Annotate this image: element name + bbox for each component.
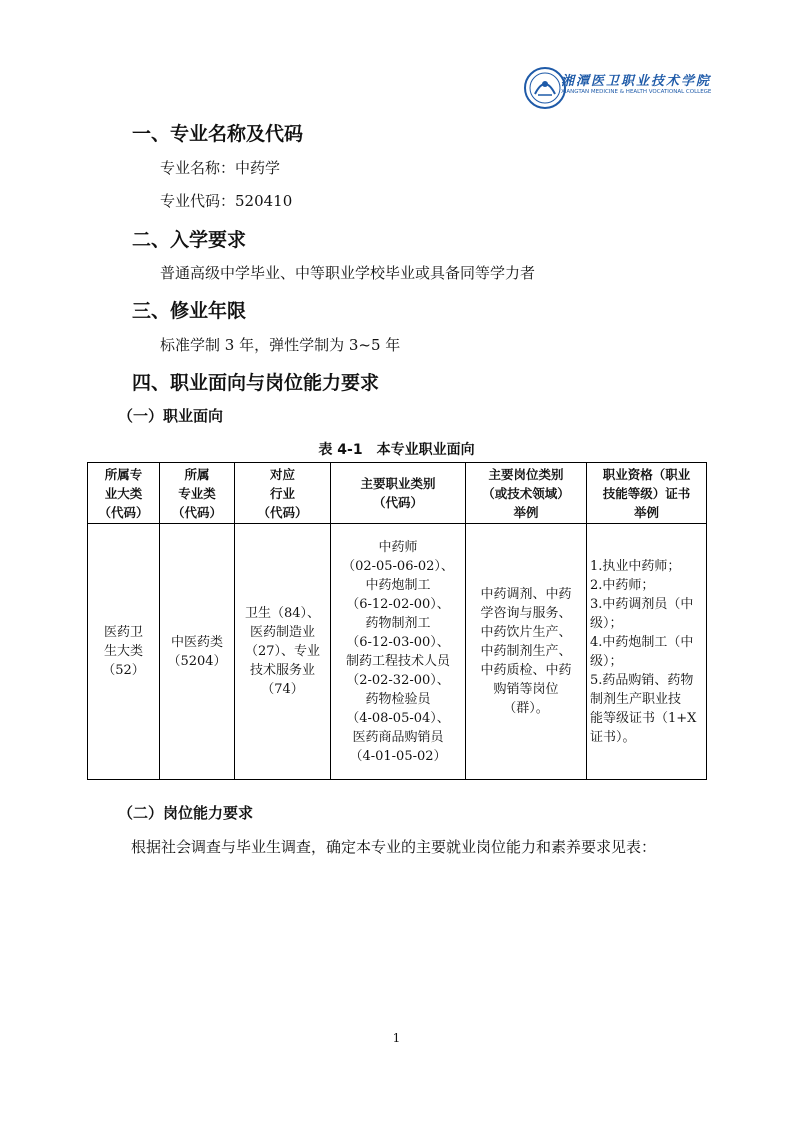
table-row [88, 524, 707, 780]
header-sub-category: 所属 专业类 （代码） [160, 463, 235, 524]
subsection-occupation-title: （一）职业面向 [118, 407, 224, 425]
section-2-title: 二、入学要求 [132, 229, 247, 251]
major-name-line: 专业名称：中药学 [160, 159, 281, 177]
cell-industry: 卫生（84）、 医药制造业 （27）、专业 技术服务业 （74） [235, 524, 331, 780]
school-name-cn: 湘潭医卫职业技术学院 [561, 74, 712, 89]
header-positions: 主要岗位类别 （或技术领域） 举例 [466, 463, 587, 524]
cell-occupations: 中药师 （02-05-06-02）、 中药炮制工 （6-12-02-00）、 药物制剂工 （6-12-03-00）、 制药工程技术人员 （2-02-32-00）、 药物检验员 （4-08-05-04）、 医药商品购销员 （4-01-05-02） [331, 524, 466, 780]
section-4-title: 四、职业面向与岗位能力要求 [132, 372, 380, 394]
major-code-line: 专业代码：520410 [160, 192, 293, 210]
duration-text: 标准学制 3 年，弹性学制为 3~5 年 [160, 336, 401, 354]
cell-certificates: 1.执业中药师； 2.中药师； 3.中药调剂员（中 级）； 4.中药炮制工（中 级）； 5.药品购销、药物 制剂生产职业技 能等级证书（1+X 证书）。 [587, 524, 707, 780]
header-certificates: 职业资格（职业 技能等级）证书 举例 [587, 463, 707, 524]
header-industry: 对应 行业 （代码） [235, 463, 331, 524]
header-category: 所属专 业大类 （代码） [88, 463, 160, 524]
header-occupations: 主要职业类别 （代码） [331, 463, 466, 524]
section-3-title: 三、修业年限 [132, 300, 247, 322]
school-name-en: XIANGTAN MEDICINE & HEALTH VOCATIONAL COLLEGE [561, 89, 712, 95]
table-header-row [88, 463, 707, 524]
occupation-table [87, 462, 707, 780]
cell-sub-category: 中医药类 （5204） [160, 524, 235, 780]
admission-text: 普通高级中学毕业、中等职业学校毕业或具备同等学力者 [160, 264, 536, 282]
cell-category: 医药卫 生大类 （52） [88, 524, 160, 780]
closing-text: 根据社会调查与毕业生调查，确定本专业的主要就业岗位能力和素养要求见表： [131, 838, 657, 856]
table-caption: 表 4-1 本专业职业面向 [318, 442, 475, 458]
section-1-title: 一、专业名称及代码 [132, 123, 304, 145]
subsection-ability-title: （二）岗位能力要求 [118, 804, 254, 822]
cell-positions: 中药调剂、中药 学咨询与服务、 中药饮片生产、 中药制剂生产、 中药质检、中药 购销等岗位 （群）。 [466, 524, 587, 780]
page-number: 1 [392, 1031, 401, 1045]
